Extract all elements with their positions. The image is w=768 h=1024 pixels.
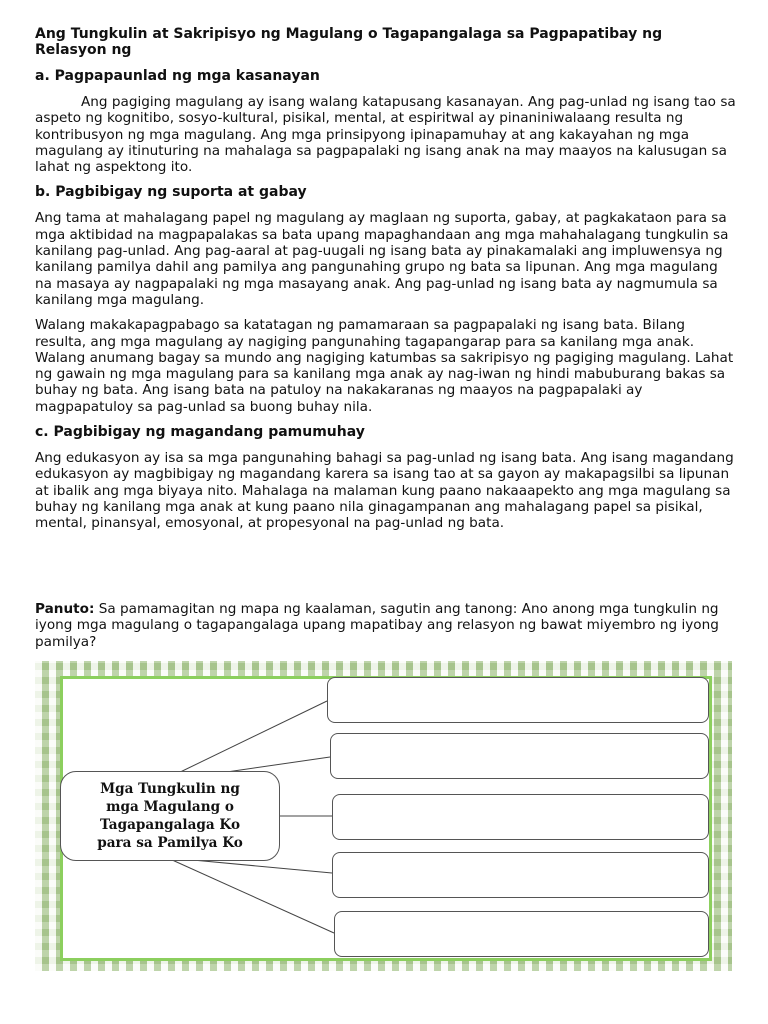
- section-b-paragraph-1: Ang tama at mahalagang papel ng magulang ay maglaan ng suporta, gabay, at pagkakataon para sa mga aktibidad na magpapalakas sa bata upang mapaghandaan ang mga mahahalagang tungkulin sa kanilang pag-unlad. Ang pag-aaral at pag-uugali ng isang bata ay pinakamalaki ang impluwensya ng kanilang pamilya dahil ang pamilya ang pangunahing grupo ng bata sa lipunan. Ang mga magulang na masaya ay nagpapalaki ng mga masayang anak. Ang pag-unlad ng isang bata ay nagmumula sa kanilang mga magulang.: [35, 210, 729, 308]
- section-heading-c: c. Pagbibigay ng magandang pamumuhay: [35, 424, 365, 441]
- section-a-paragraph-1: Ang pagiging magulang ay isang walang katapusang kasanayan. Ang pag-unlad ng isang tao sa aspeto ng kognitibo, sosyo-kultural, pisikal, mental, at espiritwal ay pinaniniwalaang resulta ng kontribusyon ng mga magulang. Ang mga prinsipyong ipinapamuhay at ang kakayahan ng mga magulang ay itinuturing na mahalaga sa pagpapalaki ng isang anak na may maayos na kalusugan sa lahat ng aspektong ito.: [35, 94, 736, 176]
- section-b-paragraph-2: Walang makakapagpabago sa katatagan ng pamamaraan sa pagpapalaki ng isang bata. Bilang resulta, ang mga magulang ay nagiging pangunahing tagapangarap para sa kanilang mga anak. Walang anumang bagay sa mundo ang nagiging katumbas sa sakripisyo ng pagiging magulang. Lahat ng gawain ng mga magulang para sa kanilang mga anak ay nag-iwan ng hindi mabuburang bakas sa buhay ng bata. Ang isang bata na patuloy na nakakaranas ng maayos na pagpapalaki ay magpapatuloy sa pag-unlad sa buong buhay nila.: [35, 317, 734, 415]
- section-heading-b: b. Pagbibigay ng suporta at gabay: [35, 184, 307, 201]
- section-heading-a: a. Pagpapaunlad ng mga kasanayan: [35, 68, 320, 84]
- answer-box-2[interactable]: [330, 733, 709, 779]
- instruction-text: Sa pamamagitan ng mapa ng kaalaman, sagutin ang tanong: Ano anong mga tungkulin ng iyong mga magulang o tagapangalaga upang mapatibay ang relasyon ng bawat miyembro ng iyong pamilya?: [35, 601, 719, 650]
- section-c-paragraph-1: Ang edukasyon ay isa sa mga pangunahing bahagi sa pag-unlad ng isang bata. Ang isang magandang edukasyon ay magbibigay ng magandang karera sa isang tao at sa gayon ay makapagsilbi sa lipunan at ibalik ang mga biyaya nito. Mahalaga na malaman kung paano nakaaapekto ang mga magulang sa buhay ng kanilang mga anak at kung paano nila ginagampanan ang mahalagang papel sa pisikal, mental, pinansyal, emosyonal, at propesyonal na pag-unlad ng bata.: [35, 450, 734, 532]
- answer-box-4[interactable]: [332, 852, 709, 898]
- concept-map-center-box: [60, 771, 280, 861]
- document-title: Ang Tungkulin at Sakripisyo ng Magulang o Tagapangalaga sa Pagpapatibay ng Relasyon ng: [35, 26, 663, 58]
- answer-box-3[interactable]: [332, 794, 709, 840]
- instruction: [35, 601, 740, 650]
- instruction-label: Panuto:: [35, 601, 95, 617]
- answer-box-5[interactable]: [334, 911, 709, 957]
- document-body: [35, 26, 737, 541]
- concept-map-center-label: Mga Tungkulin ng mga Magulang o Tagapangalaga Ko para sa Pamilya Ko: [97, 781, 243, 851]
- answer-box-1[interactable]: [327, 677, 709, 723]
